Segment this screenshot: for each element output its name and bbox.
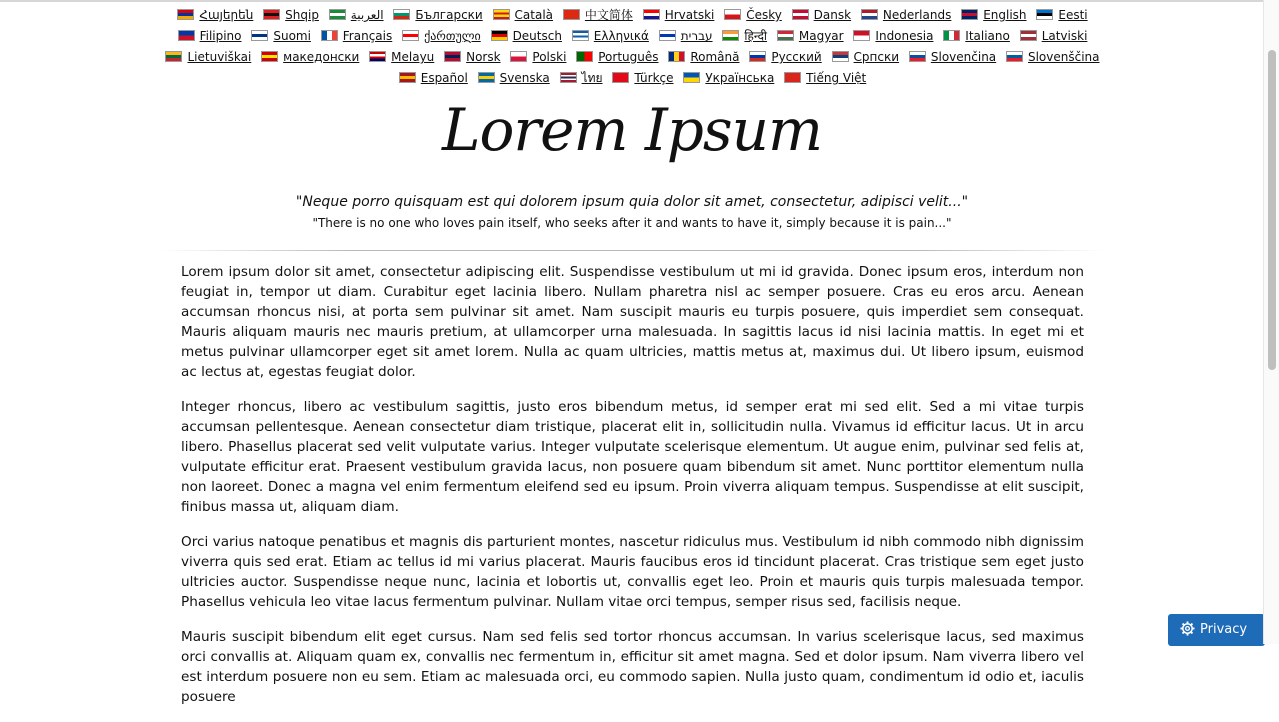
flag-icon bbox=[493, 9, 510, 20]
flag-icon bbox=[177, 9, 194, 20]
paragraph: Mauris suscipit bibendum elit eget cursus. Nam sed felis sed tortor rhoncus accumsan. In varius scelerisque lacus, sed maximus orci convallis at. Aliquam quam ex, convallis nec fermentum in, efficitur sit amet magna. Sed et dolor ipsum. Nam viverra libero vel est interdum posuere non eu sem. Etiam ac malesuada orci, eu commodo sapien. Nulla justo quam, condimentum id odio et, iaculis posuere bbox=[181, 629, 1084, 705]
flag-icon bbox=[1020, 30, 1037, 41]
flag-icon bbox=[399, 72, 416, 83]
language-link[interactable] bbox=[177, 5, 253, 26]
language-link[interactable] bbox=[659, 26, 713, 47]
language-link[interactable] bbox=[563, 5, 633, 26]
flag-icon bbox=[909, 51, 926, 62]
language-label: Русский bbox=[771, 50, 822, 64]
language-label: Ελληνικά bbox=[593, 29, 649, 43]
flag-icon bbox=[261, 51, 278, 62]
flag-icon bbox=[572, 30, 589, 41]
flag-icon bbox=[563, 9, 580, 20]
language-label: Indonesia bbox=[875, 29, 934, 43]
language-label: Български bbox=[415, 8, 483, 22]
language-link[interactable] bbox=[576, 47, 658, 68]
language-link[interactable] bbox=[643, 5, 715, 26]
language-link[interactable] bbox=[1036, 5, 1087, 26]
language-label: English bbox=[983, 8, 1027, 22]
flag-icon bbox=[478, 72, 495, 83]
language-label: Eesti bbox=[1058, 8, 1088, 22]
language-link[interactable] bbox=[668, 47, 739, 68]
language-link[interactable] bbox=[251, 26, 311, 47]
language-link[interactable] bbox=[961, 5, 1026, 26]
flag-icon bbox=[510, 51, 527, 62]
paragraph: Lorem ipsum dolor sit amet, consectetur adipiscing elit. Suspendisse vestibulum ut mi id gravida. Donec ipsum eros, interdum non feugiat in, tempor ut diam. Curabitur eget lacinia libero. Nullam pharetra nisl ac semper posuere. Cras eu eros arcu. Aenean accumsan rhoncus nisi, at porta sem pulvinar sit amet. Nam suscipit mauris eu turpis posuere, quis imperdiet sem consequat. Mauris aliquam mauris nec mauris pretium, at ullamcorper urna malesuada. In sagittis lacus id nisi lacinia mattis. In eget mi et metus pulvinar ullamcorper eget sit amet lorem. Nulla ac quam ultricies, mattis metus at, maximus dui. Ut libero ipsum, euismod ac lectus at, egestas feugiat dolor. bbox=[181, 264, 1084, 380]
language-label: Hrvatski bbox=[664, 8, 715, 22]
language-link[interactable] bbox=[393, 5, 482, 26]
language-label: العربية bbox=[350, 8, 384, 22]
flag-icon bbox=[444, 51, 461, 62]
language-label: Հայերեն bbox=[199, 8, 254, 22]
language-label: Latviski bbox=[1041, 29, 1088, 43]
language-link[interactable] bbox=[777, 26, 844, 47]
language-label: עברית bbox=[680, 29, 713, 43]
language-link[interactable] bbox=[261, 47, 359, 68]
gear-icon bbox=[1180, 621, 1195, 636]
scrollbar-thumb[interactable] bbox=[1268, 50, 1276, 370]
flag-icon bbox=[1036, 9, 1053, 20]
language-label: Українська bbox=[705, 71, 775, 85]
flag-icon bbox=[251, 30, 268, 41]
language-label: Slovenčina bbox=[930, 50, 997, 64]
flag-icon bbox=[943, 30, 960, 41]
language-link[interactable] bbox=[560, 68, 603, 89]
language-label: ไทย bbox=[581, 71, 603, 85]
language-label: Svenska bbox=[499, 71, 550, 85]
language-link[interactable] bbox=[263, 5, 319, 26]
language-link[interactable] bbox=[165, 47, 251, 68]
language-link[interactable] bbox=[612, 68, 673, 89]
language-link[interactable] bbox=[491, 26, 562, 47]
language-label: Español bbox=[420, 71, 468, 85]
flag-icon bbox=[683, 72, 700, 83]
language-link[interactable] bbox=[792, 5, 851, 26]
language-label: Norsk bbox=[466, 50, 501, 64]
flag-icon bbox=[1006, 51, 1023, 62]
language-label: 中文简体 bbox=[584, 8, 633, 22]
language-link[interactable] bbox=[683, 68, 774, 89]
language-link[interactable] bbox=[329, 5, 384, 26]
language-label: Deutsch bbox=[512, 29, 562, 43]
flag-icon bbox=[668, 51, 685, 62]
language-link[interactable] bbox=[402, 26, 481, 47]
language-link[interactable] bbox=[861, 5, 951, 26]
language-link[interactable] bbox=[1006, 47, 1100, 68]
language-link[interactable] bbox=[399, 68, 468, 89]
language-link[interactable] bbox=[493, 5, 553, 26]
flag-icon bbox=[393, 9, 410, 20]
flag-icon bbox=[560, 72, 577, 83]
language-label: Română bbox=[690, 50, 740, 64]
flag-icon bbox=[612, 72, 629, 83]
language-link[interactable] bbox=[321, 26, 392, 47]
flag-icon bbox=[784, 72, 801, 83]
quote-latin: "Neque porro quisquam est qui dolorem ipsum quia dolor sit amet, consectetur, adipisci velit..." bbox=[295, 194, 969, 210]
language-label: Filipino bbox=[199, 29, 242, 43]
language-link[interactable] bbox=[178, 26, 242, 47]
language-label: Česky bbox=[746, 8, 782, 22]
language-label: Türkçe bbox=[634, 71, 674, 85]
flag-icon bbox=[165, 51, 182, 62]
language-link[interactable] bbox=[510, 47, 566, 68]
language-link[interactable] bbox=[832, 47, 900, 68]
language-label: Polski bbox=[532, 50, 567, 64]
language-label: Suomi bbox=[273, 29, 311, 43]
language-label: Tiếng Việt bbox=[806, 71, 867, 85]
lorem-content bbox=[181, 262, 1084, 722]
language-link[interactable] bbox=[724, 5, 782, 26]
divider bbox=[160, 250, 1105, 251]
privacy-label: Privacy bbox=[1200, 622, 1248, 637]
flag-icon bbox=[491, 30, 508, 41]
language-label: ქართული bbox=[424, 29, 481, 43]
flag-icon bbox=[749, 51, 766, 62]
language-label: Português bbox=[598, 50, 659, 64]
flag-icon bbox=[369, 51, 386, 62]
top-border bbox=[0, 0, 1279, 2]
flag-icon bbox=[329, 9, 346, 20]
language-label: Slovenščina bbox=[1027, 50, 1100, 64]
language-label: Magyar bbox=[798, 29, 844, 43]
language-list bbox=[160, 5, 1105, 89]
language-label: Lietuviškai bbox=[187, 50, 252, 64]
flag-icon bbox=[321, 30, 338, 41]
flag-icon bbox=[792, 9, 809, 20]
language-link[interactable] bbox=[943, 26, 1010, 47]
language-link[interactable] bbox=[784, 68, 866, 89]
flag-icon bbox=[853, 30, 870, 41]
language-link[interactable] bbox=[444, 47, 500, 68]
flag-icon bbox=[263, 9, 280, 20]
language-link[interactable] bbox=[749, 47, 821, 68]
page-title: Lorem Ipsum bbox=[441, 96, 823, 164]
language-link[interactable] bbox=[909, 47, 996, 68]
flag-icon bbox=[659, 30, 676, 41]
flag-icon bbox=[832, 51, 849, 62]
flag-icon bbox=[576, 51, 593, 62]
flag-icon bbox=[178, 30, 195, 41]
language-label: Српски bbox=[853, 50, 900, 64]
flag-icon bbox=[722, 30, 739, 41]
scrollbar[interactable] bbox=[1263, 0, 1279, 644]
language-label: Shqip bbox=[285, 8, 319, 22]
paragraph: Integer rhoncus, libero ac vestibulum sagittis, justo eros bibendum metus, id semper erat mi sed elit. Sed a mi vitae turpis accumsan pellentesque. Aenean consectetur diam tristique, placerat elit in, sollicitudin nulla. Vivamus id efficitur lacus. Ut in arcu libero. Phasellus placerat sed velit vulputate varius. Integer vulputate scelerisque elementum. Ut augue enim, pulvinar sed felis at, vulputate efficitur erat. Praesent vestibulum gravida lacus, non posuere quam bibendum sit amet. Nunc porttitor elementum nulla non laoreet. Donec a magna vel enim fermentum eleifend sed eu ipsum. Proin viverra aliquam tempus. Suspendisse at elit suscipit, finibus massa ut, aliquam diam. bbox=[181, 399, 1084, 515]
flag-icon bbox=[777, 30, 794, 41]
language-label: Dansk bbox=[813, 8, 852, 22]
flag-icon bbox=[961, 9, 978, 20]
language-label: Català bbox=[514, 8, 554, 22]
flag-icon bbox=[861, 9, 878, 20]
flag-icon bbox=[402, 30, 419, 41]
language-link[interactable] bbox=[478, 68, 550, 89]
language-link[interactable] bbox=[722, 26, 767, 47]
language-label: हिन्दी bbox=[744, 29, 768, 43]
flag-icon bbox=[643, 9, 660, 20]
language-label: Français bbox=[342, 29, 393, 43]
language-label: Italiano bbox=[965, 29, 1010, 43]
language-label: македонски bbox=[283, 50, 360, 64]
language-label: Melayu bbox=[391, 50, 435, 64]
language-link[interactable] bbox=[1020, 26, 1088, 47]
quote-english: "There is no one who loves pain itself, who seeks after it and wants to have it, simply because it is pain..." bbox=[312, 216, 952, 230]
flag-icon bbox=[724, 9, 741, 20]
language-link[interactable] bbox=[369, 47, 434, 68]
paragraph: Orci varius natoque penatibus et magnis dis parturient montes, nascetur ridiculus mus. Vestibulum id nibh commodo nibh dignissim viverra quis sed erat. Etiam ac tellus id mi varius placerat. Mauris faucibus eros id tincidunt placerat. Cras tristique sem eget justo ultricies auctor. Suspendisse neque nunc, lacinia et lobortis ut, convallis eget leo. Proin et mauris quis turpis malesuada tempor. Phasellus vehicula leo vitae lacus fermentum pulvinar. Nullam vitae orci tempus, semper risus sed, facilisis neque. bbox=[181, 534, 1084, 610]
language-link[interactable] bbox=[572, 26, 649, 47]
language-link[interactable] bbox=[853, 26, 933, 47]
language-label: Nederlands bbox=[882, 8, 952, 22]
privacy-button[interactable] bbox=[1168, 614, 1265, 646]
